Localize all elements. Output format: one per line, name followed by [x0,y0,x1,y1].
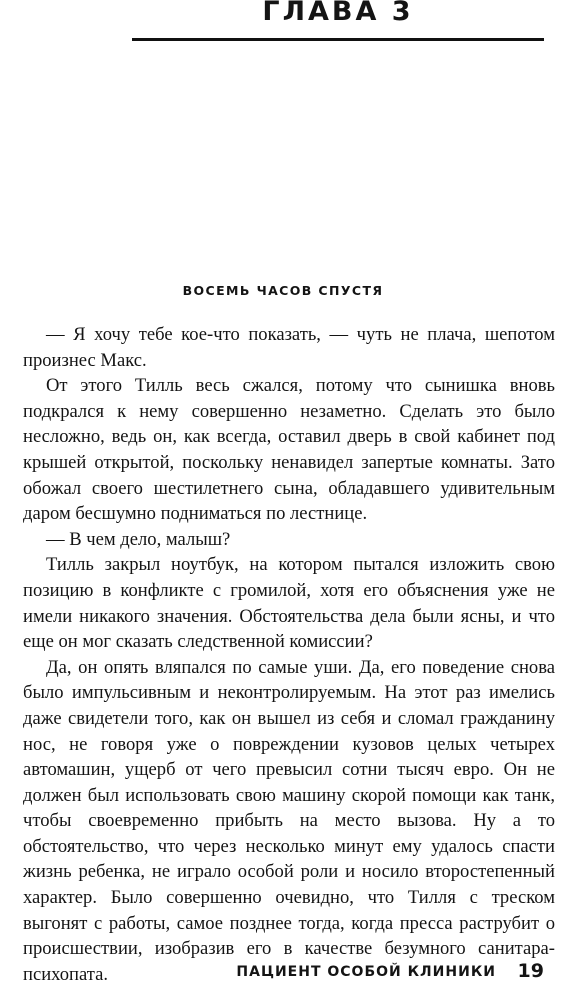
section-title: ВОСЕМЬ ЧАСОВ СПУСТЯ [182,283,384,298]
running-footer-title: ПАЦИЕНТ ОСОБОЙ КЛИНИКИ [236,964,496,980]
chapter-header [132,0,544,41]
paragraph: — Я хочу тебе кое-что показать, — чуть не плача, шепотом произнес Макс. [23,324,555,371]
paragraph: — В чем дело, малыш? [46,528,231,550]
chapter-title: ГЛАВА 3 [262,0,414,27]
body-text [23,322,555,987]
paragraph: От этого Тилль весь сжался, потому что сынишка вновь подкрался к нему совершенно незаметно. Сделать это было несложно, ведь он, как всегда, оставил дверь в свой кабинет под крышей открытой, поскольку ненавидел запертые комнаты. Зато обожал своего шестилетнего сына, обладавшего удивительным даром бесшумно подниматься по лестнице. [23,375,555,525]
paragraph: Тилль закрыл ноутбук, на котором пытался изложить свою позицию в конфликте с громилой, хотя его объяснения уже не имели никакого значения. Обстоятельства дела были ясны, и что еще он мог сказать следственной комиссии? [23,554,555,653]
paragraph: Да, он опять вляпался по самые уши. Да, его поведение снова было импульсивным и неконтролируемым. На этот раз имелись даже свидетели того, как он вышел из себя и сломал гражданину нос, не говоря уже о повреждении кузовов целых четырех автомашин, ущерб от чего превысил сотни тысяч евро. Он не должен был использовать свою машину скорой помощи как танк, чтобы своевременно прибыть на место вызова. Ну а то обстоятельство, что через несколько минут ему удалось спасти жизнь ребенка, не играло особой роли и носило второстепенный характер. Было совершенно очевидно, что Тилля с треском выгонят с работы, самое позднее тогда, когда пресса раструбит о происшествии, изобразив его в качестве безумного санитара-психопата. [23,656,555,985]
page-number: 19 [517,960,544,982]
